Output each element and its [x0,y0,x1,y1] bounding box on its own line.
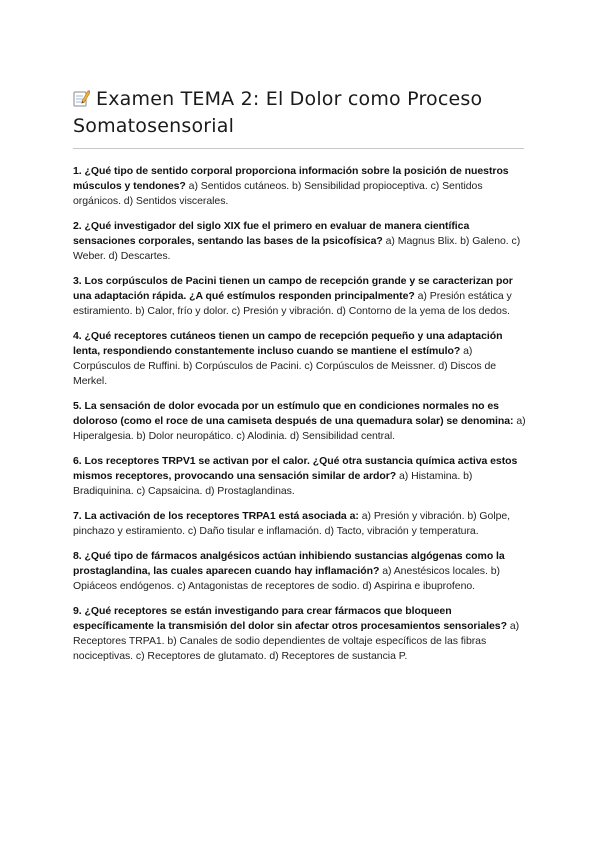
question-item [73,329,529,389]
question-stem: 8. ¿Qué tipo de fármacos analgésicos actúan inhibiendo sustancias algógenas como la prostaglandina, las cuales aparecen cuando hay inflamación? [73,550,505,577]
question-stem: 6. Los receptores TRPV1 se activan por el calor. ¿Qué otra sustancia química activa estos mismos receptores, provocando una sensación similar de ardor? [73,455,518,482]
page-title [73,86,533,140]
question-item [73,164,529,209]
question-item [73,549,529,594]
memo-icon [73,88,90,106]
question-options: a) Anestésicos locales. b) Opiáceos endógenos. c) Antagonistas de receptores de sodio. d) Aspirina e ibuprofeno. [73,565,500,592]
question-list [73,164,529,674]
question-options: a) Presión estática y estiramiento. b) Calor, frío y dolor. c) Presión y vibración. d) Contorno de la yema de los dedos. [73,290,512,317]
question-stem: 1. ¿Qué tipo de sentido corporal proporciona información sobre la posición de nuestros músculos y tendones? [73,165,509,192]
title-divider [73,148,524,149]
question-options: a) Sentidos cutáneos. b) Sensibilidad propioceptiva. c) Sentidos orgánicos. d) Sentidos viscerales. [73,180,483,207]
question-options: a) Corpúsculos de Ruffini. b) Corpúsculos de Pacini. c) Corpúsculos de Meissner. d) Discos de Merkel. [73,345,497,387]
question-item [73,454,529,499]
question-item [73,274,529,319]
question-stem: 3. Los corpúsculos de Pacini tienen un campo de recepción grande y se caracterizan por una adaptación rápida. ¿A qué estímulos responden principalmente? [73,275,513,302]
question-options: a) Receptores TRPA1. b) Canales de sodio dependientes de voltaje específicos de las fibras nociceptivas. c) Receptores de glutamato. d) Receptores de sustancia P. [73,620,520,662]
question-item [73,604,529,664]
question-stem: 9. ¿Qué receptores se están investigando para crear fármacos que bloqueen específicamente la transmisión del dolor sin afectar otros procesamientos sensoriales? [73,605,507,632]
question-item [73,509,529,539]
question-item [73,219,529,264]
question-item [73,399,529,444]
question-stem: 4. ¿Qué receptores cutáneos tienen un campo de recepción pequeño y una adaptación lenta, respondiendo constantemente incluso cuando se mantiene el estímulo? [73,330,503,357]
question-options: a) Magnus Blix. b) Galeno. c) Weber. d) Descartes. [73,235,521,262]
question-options: a) Hiperalgesia. b) Dolor neuropático. c) Alodinia. d) Sensibilidad central. [73,415,526,442]
question-stem: 2. ¿Qué investigador del siglo XIX fue el primero en evaluar de manera científica sensaciones corporales, sentando las bases de la psicofísica? [73,220,470,247]
question-stem: 7. La activación de los receptores TRPA1 está asociada a: [73,510,359,522]
question-options: a) Histamina. b) Bradiquinina. c) Capsaicina. d) Prostaglandinas. [73,470,473,497]
question-options: a) Presión y vibración. b) Golpe, pinchazo y estiramiento. c) Daño tisular e inflamación. d) Tacto, vibración y temperatura. [73,510,511,537]
page-title-text: Examen TEMA 2: El Dolor como Proceso Somatosensorial [73,88,483,137]
question-stem: 5. La sensación de dolor evocada por un estímulo que en condiciones normales no es doloroso (como el roce de una camiseta después de una quemadura solar) se denomina: [73,400,514,427]
